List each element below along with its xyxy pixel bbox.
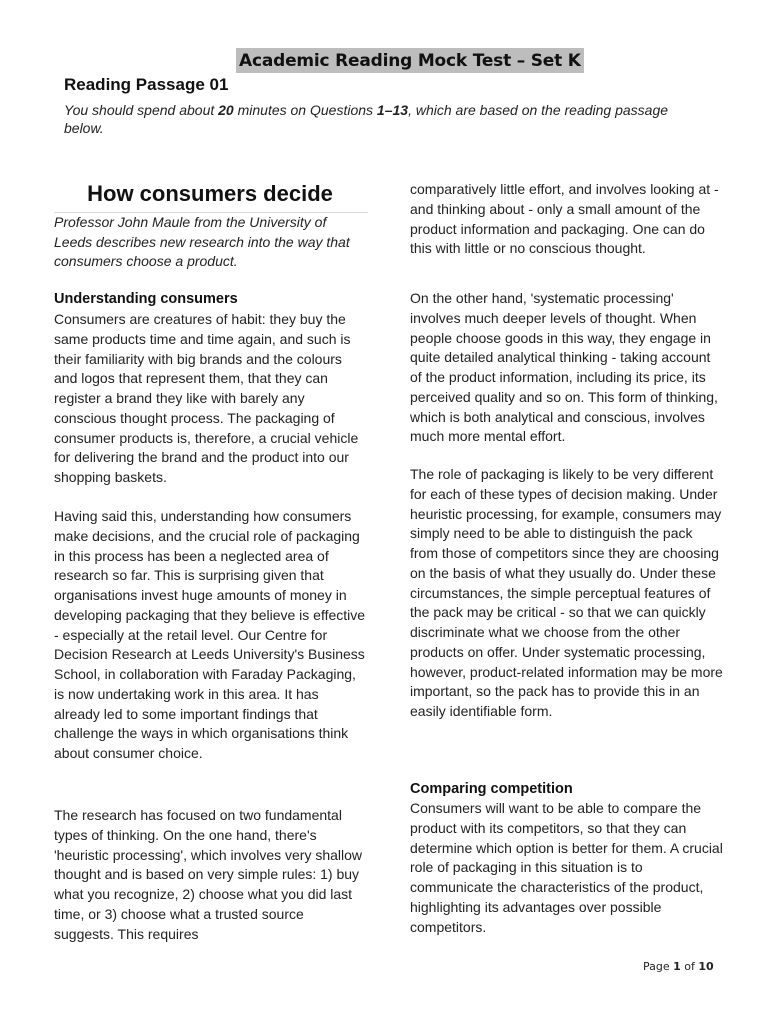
paragraph-7: Consumers will want to be able to compare the product with its competitors, so that they can determine which option is better for them. A crucial role of packaging in this situation is to communicate the characteristics of the product, highlighting its advantages over possible competitors. bbox=[410, 800, 723, 935]
article-intro: Professor John Maule from the University of Leeds describes new research into the way that consumers choose a product. bbox=[54, 214, 350, 269]
paragraph-4: comparatively little effort, and involves looking at - and thinking about - only a small amount of the product information and packaging. One can do this with little or no conscious thought. bbox=[410, 181, 719, 257]
paragraph-6: The role of packaging is likely to be very different for each of these types of decision making. Under heuristic processing, for example, consumers may simply need to be able to distinguish the pack from those of competitors since they are choosing on the basis of what they usually do. Under these circumstances, the simple perceptual features of the pack may be critical - so that we can quickly discriminate what we choose from the other products on offer. Under systematic processing, however, product-related information may be more important, so the pack has to provide this in an easily identifiable form. bbox=[410, 466, 723, 719]
passage-heading: Reading Passage 01 bbox=[64, 75, 229, 94]
question-to: 13 bbox=[392, 102, 409, 118]
question-from: 1 bbox=[376, 102, 385, 118]
section-heading-comparing: Comparing competition bbox=[410, 781, 573, 797]
paragraph-2: Having said this, understanding how consumers make decisions, and the crucial role of packaging in this process has been a neglected area of research so far. This is surprising given that organisations invest huge amounts of money in developing packaging that they believe is effective - especially at the retail level. Our Centre for Decision Research at Leeds University's Business School, in collaboration with Faraday Packaging, is now undertaking work in this area. It has already led to some important findings that challenge the ways in which organisations think about consumer choice. bbox=[54, 508, 366, 761]
paragraph-3: The research has focused on two fundamental types of thinking. On the one hand, there's 'heuristic processing', which involves very shallow thought and is based on very simple rules: 1) buy what you recognize, 2) choose what you did last time, or 3) choose what a trusted source suggests. This requires bbox=[54, 807, 363, 942]
page-number: Page 1 of 10 bbox=[643, 960, 714, 973]
paragraph-5: On the other hand, 'systematic processing' involves much deeper levels of thought. When people choose goods in this way, they engage in quite detailed analytical thinking - taking account of the product information, including its price, its perceived quality and so on. This form of thinking, which is both analytical and conscious, involves much more mental effort. bbox=[410, 290, 718, 445]
test-title: Academic Reading Mock Test – Set K bbox=[236, 48, 584, 73]
article-title: How consumers decide bbox=[87, 181, 333, 206]
instructions: You should spend about 20 minutes on Questions 1–13, which are based on the reading passage below. bbox=[64, 102, 669, 136]
section-heading-understanding: Understanding consumers bbox=[54, 291, 238, 307]
paragraph-1: Consumers are creatures of habit: they buy the same products time and time again, and such is their familiarity with big brands and the colours and logos that represent them, that they can register a brand they like with barely any conscious thought process. The packaging of consumer products is, therefore, a crucial vehicle for delivering the brand and the product into our shopping baskets. bbox=[54, 311, 359, 485]
minutes-value: 20 bbox=[218, 102, 234, 118]
